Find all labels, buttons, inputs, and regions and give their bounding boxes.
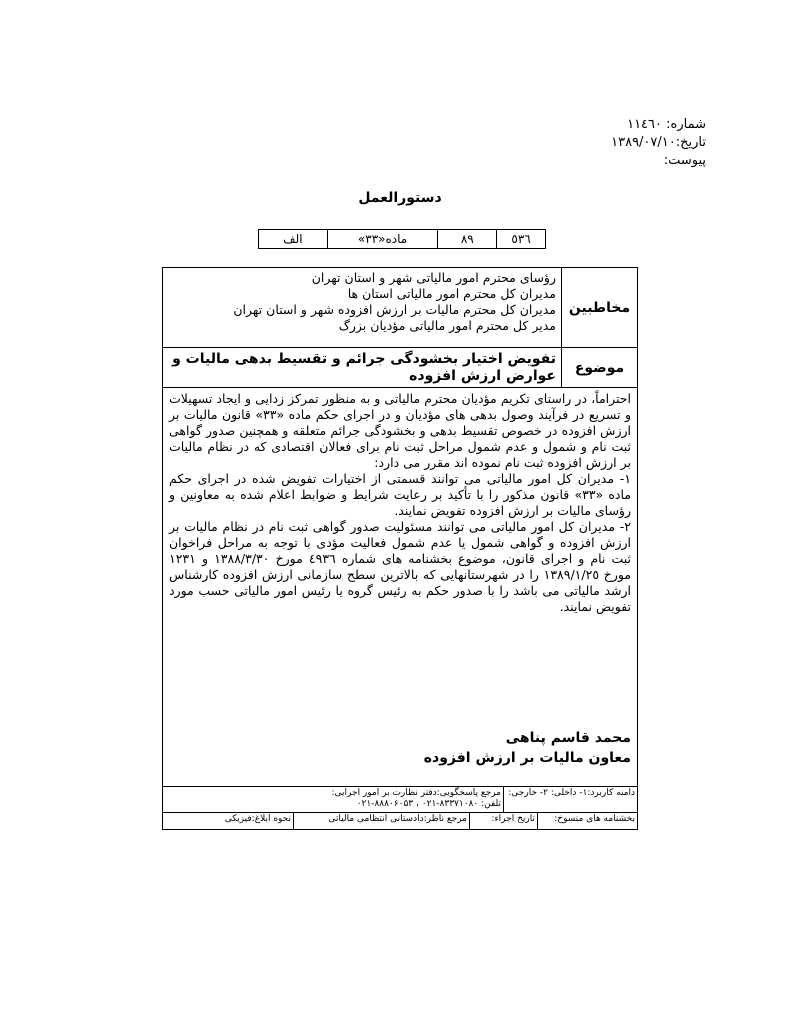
signature-block	[424, 728, 631, 768]
addressee: مدیران کل محترم مالیات بر ارزش افزوده شهر و استان تهران	[233, 302, 556, 317]
ref-cell: ماده«۳۳»	[327, 230, 438, 248]
subject-text: تفویض اختیار بخشودگی جرائم و تقسیط بدهی مالیات و عوارض ارزش افزوده	[172, 351, 556, 384]
signer-name: محمد قاسم پناهی	[505, 730, 631, 746]
addressee: مدیر کل محترم امور مالیاتی مؤدیان بزرگ	[338, 318, 556, 333]
body-paragraph: ۱- مدیران کل امور مالیاتی می توانند قسمتی از اختیارات تفویض شده در اجرای حکم ماده «۳۳» قانون مذکور را با تأکید بر رعایت شرایط و ضوابط اعلام شده به معاونین و رؤسای مالیات بر ارزش افزوده تفویض نمایند.	[169, 471, 631, 518]
footer-responder-text: مرجع پاسخگویی:دفتر نظارت بر امور اجرایی:	[331, 788, 501, 798]
body-paragraph: احتراماً، در راستای تکریم مؤدیان محترم مالیاتی و به منظور تمرکز زدایی و ایجاد تسهیلات و تسریع در فرآیند وصول بدهی های مؤدیان و در اجرای حکم ماده «۳۳» قانون مالیات بر ارزش افزوده در خصوص تقسیط بدهی و بخشودگی جرائم متعلقه و همچنین صدور گواهی ثبت نام و شمول و عدم شمول مراحل ثبت نام برای فعالان اقتصادی که در نظام مالیات بر ارزش افزوده ثبت نام نموده اند مقرر می دارد:	[169, 391, 631, 470]
signer-position: معاون مالیات بر ارزش افزوده	[423, 750, 631, 766]
footer-cancelled: بخشنامه های منسوخ:	[537, 813, 637, 829]
addressee: رؤسای محترم امور مالیاتی شهر و استان تهران	[311, 270, 556, 285]
body-text	[163, 388, 637, 618]
footer-table	[163, 786, 637, 829]
reference-box	[258, 229, 546, 249]
ref-cell: ۸۹	[437, 230, 496, 248]
subject-row	[163, 348, 637, 388]
addressees-row	[163, 268, 637, 348]
addressees-list	[163, 268, 562, 347]
ref-cell: الف	[283, 232, 303, 246]
letter-attachment: پیوست:	[663, 153, 706, 168]
footer-scope: دامنه کاربرد:۱- داخلی: ۲- خارجی:	[503, 787, 637, 812]
footer-responder	[163, 787, 503, 812]
ref-cell: ٥۳٦	[496, 230, 545, 248]
addressees-label: مخاطبین	[561, 268, 637, 347]
body-paragraph: ۲- مدیران کل امور مالیاتی می توانند مسئولیت صدور گواهی ثبت نام در نظام مالیات بر ارزش افزوده و گواهی شمول یا عدم شمول فعالیت مؤدی با توجه به مراحل فراخوان ثبت نام و اجرای قانون، موضوع بخشنامه های شماره ٤۹۳٦ مورخ ۱۳۸۸/۳/۳۰ و ۱۲۳۱ مورخ ۱۳۸۹/۱/۲٥ را در شهرستانهایی که بالاترین سطح سازمانی ارزش افزوده کارشناس ارشد مالیاتی می باشد را با صدور حکم به رئیس گروه یا رئیس امور مالیاتی حسب مورد تفویض نمایند.	[169, 519, 631, 614]
footer-phone: تلفن: ۸۳۳۷۱۰۸۰-۰۲۱ ، ۸۸۸۰۶۰۵۳-۰۲۱	[356, 799, 501, 809]
letter-date: تاریخ:۱۳۸۹/۰۷/۱۰	[611, 135, 706, 150]
letter-number: شماره: ۱۱٤٦۰	[627, 117, 706, 132]
footer-exec-date: تاریخ اجراء:	[469, 813, 537, 829]
circular-table	[162, 267, 638, 830]
subject-label: موضوع	[561, 348, 637, 387]
footer-notify: نحوه ابلاغ:فیزیکی	[224, 814, 291, 824]
document-title: دستورالعمل	[358, 190, 442, 206]
addressee: مدیران کل محترم امور مالیاتی استان ها	[347, 286, 556, 301]
letter-header	[476, 116, 706, 170]
footer-supervisor: مرجع ناظر:دادستانی انتظامی مالیاتی	[293, 813, 469, 829]
